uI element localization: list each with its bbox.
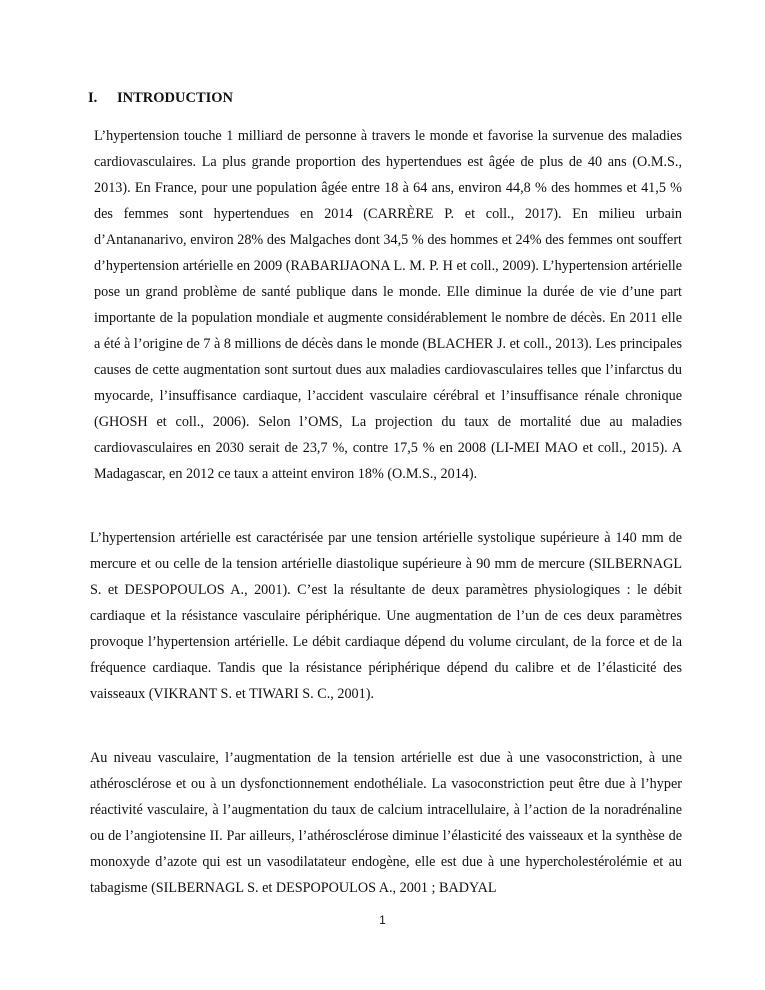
paragraph-prevalence: L’hypertension touche 1 milliard de personne à travers le monde et favorise la survenue des maladies cardiovasculaires. La plus grande proportion des hypertendues est âgée de plus de 40 ans (O.M.S., 2013). En France, pour une population âgée entre 18 à 64 ans, environ 44,8 % des hommes et 41,5 % des femmes sont hypertendues en 2014 (CARRÈRE P. et coll., 2017). En milieu urbain d’Antananarivo, environ 28% des Malgaches dont 34,5 % des hommes et 24% des femmes ont souffert d’hypertension artérielle en 2009 (RABARIJAONA L. M. P. H et coll., 2009). L’hypertension artérielle pose un grand problème de santé publique dans le monde. Elle diminue la durée de vie d’une part importante de la population mondiale et augmente considérablement le nombre de décès. En 2011 elle a été à l’origine de 7 à 8 millions de décès dans le monde (BLACHER J. et coll., 2013). Les principales causes de cette augmentation sont surtout dues aux maladies cardiovasculaires telles que l’infarctus du myocarde, l’insuffisance cardiaque, l’accident vasculaire cérébral et l’insuffisance rénale chronique (GHOSH et coll., 2006). Selon l’OMS, La projection du taux de mortalité due au maladies cardiovasculaires en 2030 serait de 23,7 %, contre 17,5 % en 2008 (LI-MEI MAO et coll., 2015). A Madagascar, en 2012 ce taux a atteint environ 18% (O.M.S., 2014).	[94, 128, 682, 482]
paragraph-definition: L’hypertension artérielle est caractérisée par une tension artérielle systolique supérieure à 140 mm de mercure et ou celle de la tension artérielle diastolique supérieure à 90 mm de mercure (SILBERNAGL S. et DESPOPOULOS A., 2001). C’est la résultante de deux paramètres physiologiques : le débit cardiaque et la résistance vasculaire périphérique. Une augmentation de l’un de ces deux paramètres provoque l’hypertension artérielle. Le débit cardiaque dépend du volume circulant, de la force et de la fréquence cardiaque. Tandis que la résistance périphérique dépend du calibre et de l’élasticité des vaisseaux (VIKRANT S. et TIWARI S. C., 2001).	[90, 530, 682, 702]
section-number: I.	[88, 90, 98, 106]
section-heading	[88, 88, 233, 108]
section-title: INTRODUCTION	[117, 90, 234, 106]
page-number: 1	[379, 913, 386, 927]
paragraph-vascular: Au niveau vasculaire, l’augmentation de la tension artérielle est due à une vasoconstriction, à une athérosclérose et ou à un dysfonctionnement endothéliale. La vasoconstriction peut être due à l’hyper réactivité vasculaire, à l’augmentation du taux de calcium intracellulaire, à l’action de la noradrénaline ou de l’angiotensine II. Par ailleurs, l’athérosclérose diminue l’élasticité des vaisseaux et la synthèse de monoxyde d’azote qui est un vasodilatateur endogène, elle est due à une hypercholestérolémie et au tabagisme (SILBERNAGL S. et DESPOPOULOS A., 2001 ; BADYAL	[90, 750, 682, 896]
